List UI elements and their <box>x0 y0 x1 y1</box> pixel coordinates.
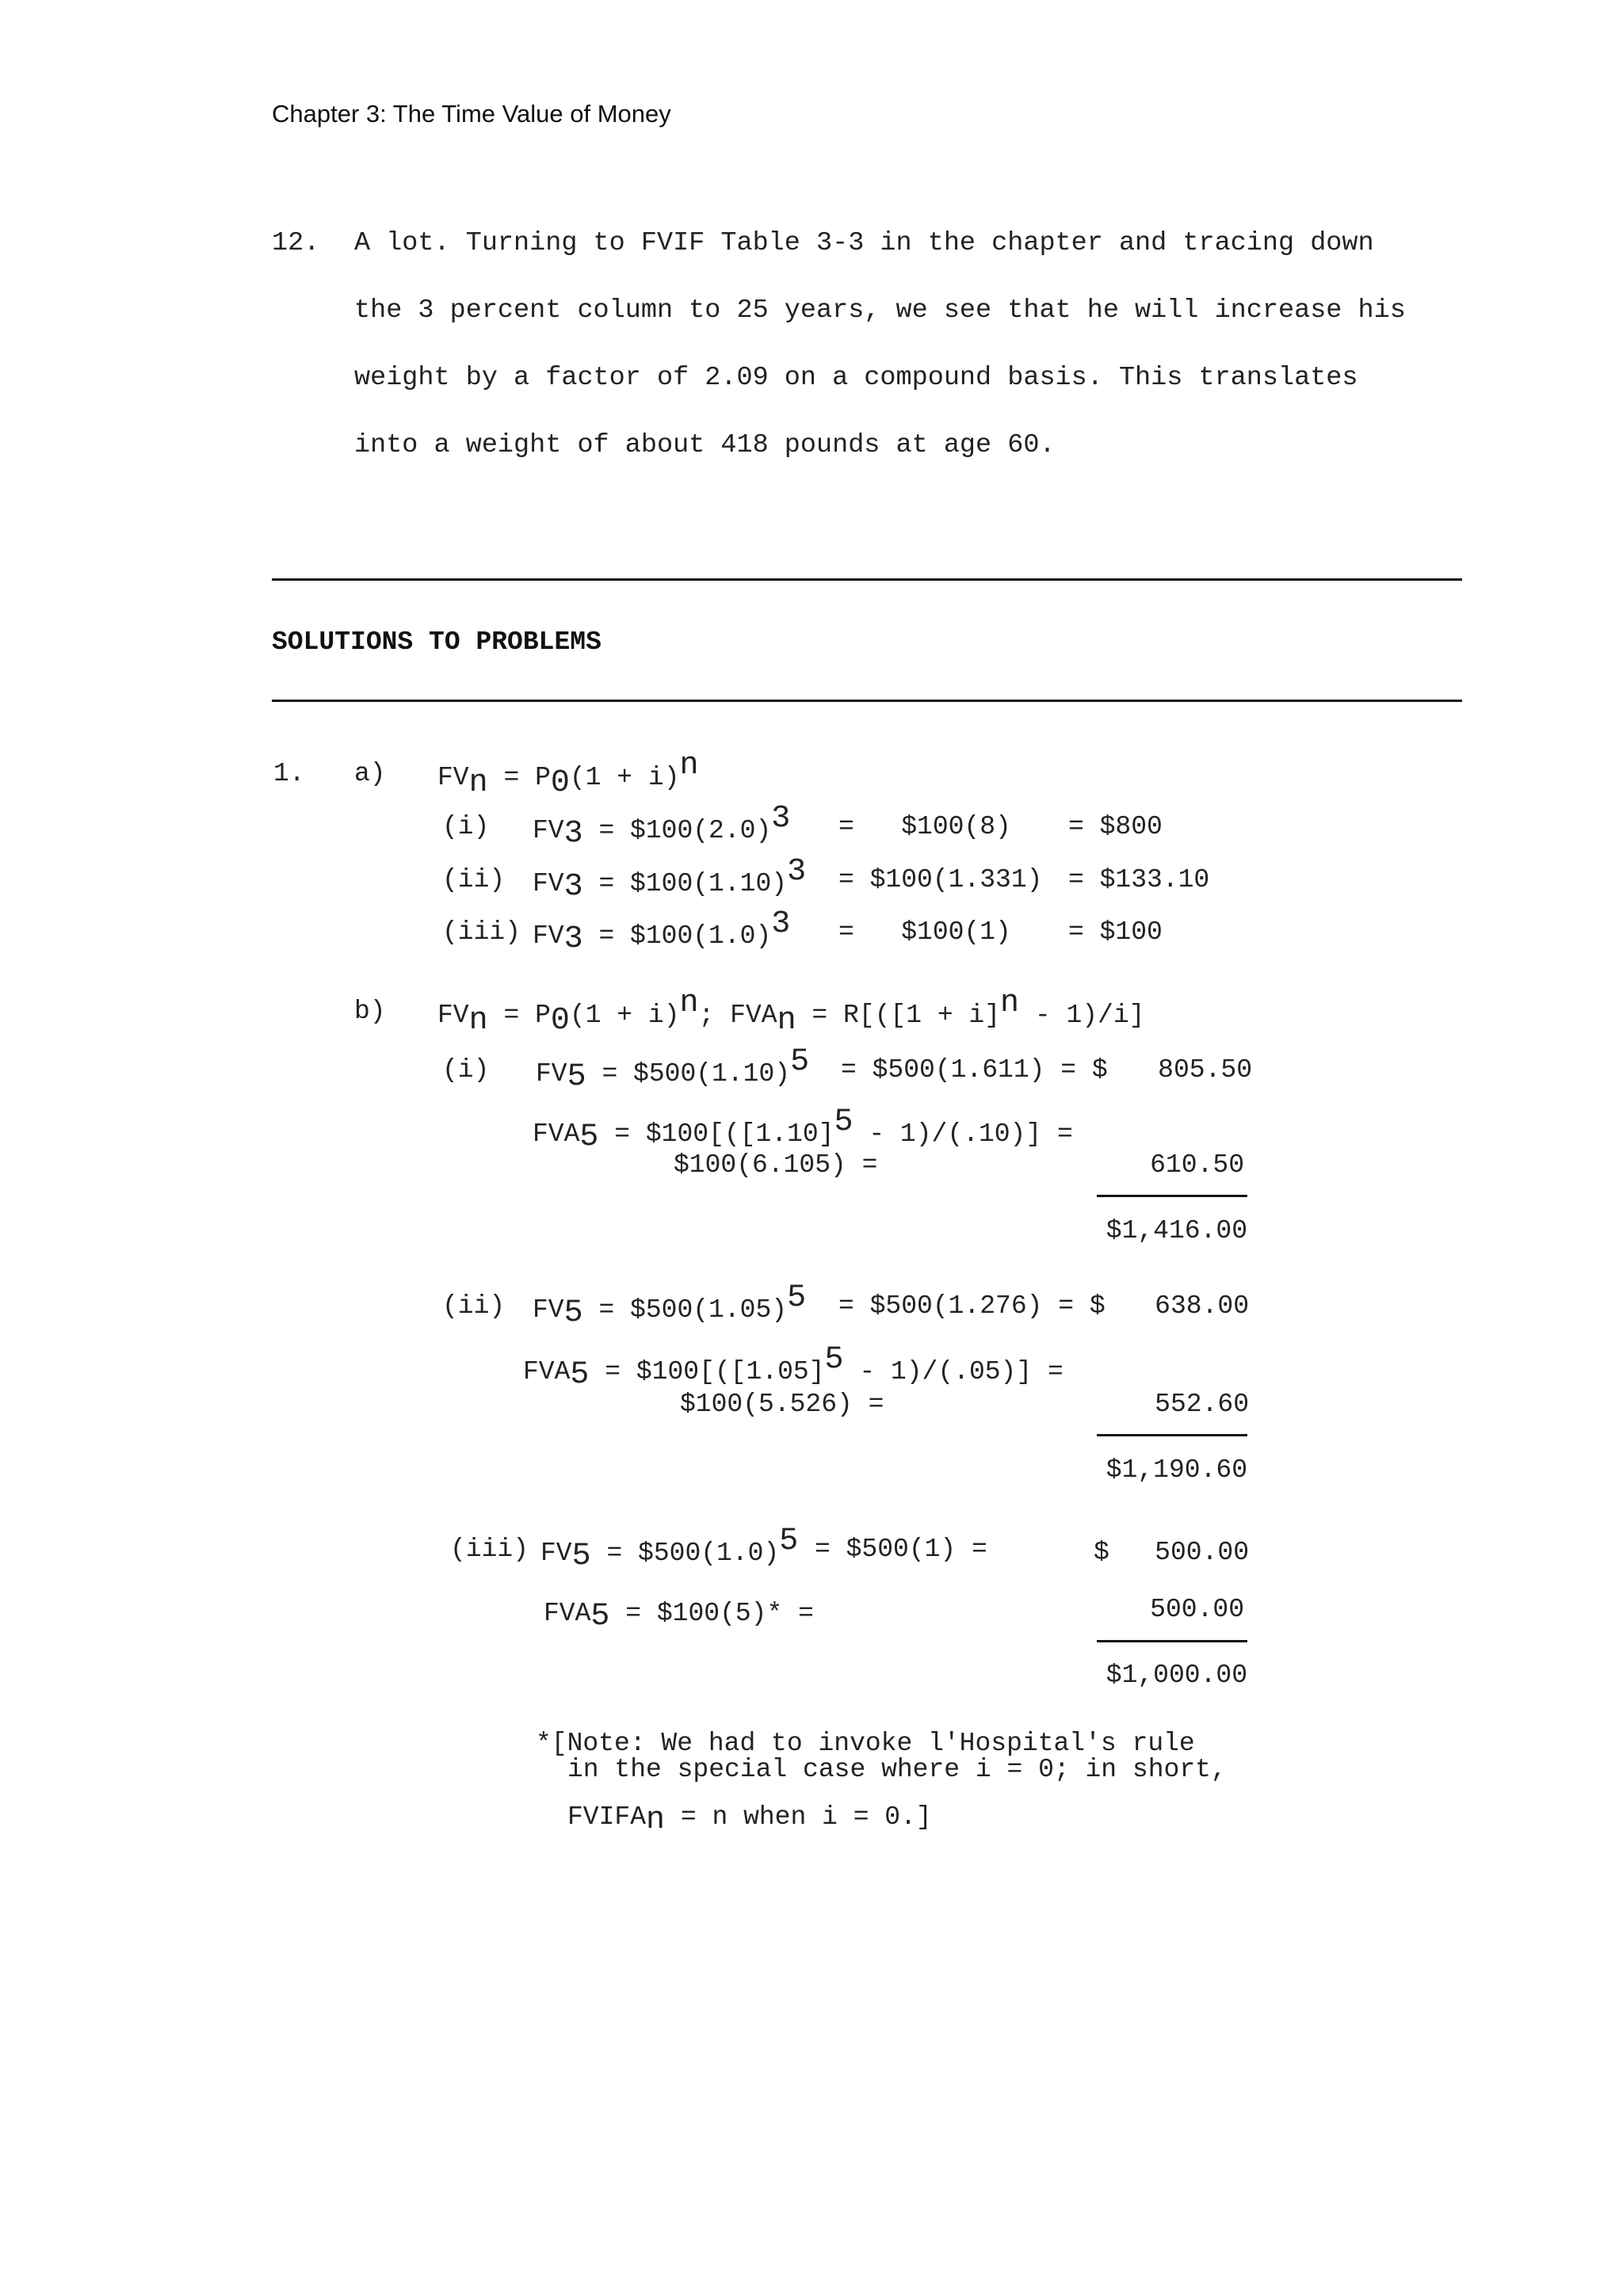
amount: 805.50 <box>1158 1055 1252 1085</box>
calculation-mid: = $100(8) <box>838 812 1011 841</box>
note-line: in the special case where i = 0; in short, <box>567 1755 1227 1784</box>
amount: 500.00 <box>1150 1595 1244 1624</box>
total: $1,190.60 <box>1106 1455 1247 1485</box>
section-title: SOLUTIONS TO PROBLEMS <box>272 627 601 657</box>
sum-rule <box>1097 1640 1247 1642</box>
section-rule-bottom <box>272 700 1462 702</box>
calculation-result: = $800 <box>1068 812 1163 841</box>
total: $1,000.00 <box>1106 1661 1247 1690</box>
answer-line: A lot. Turning to FVIF Table 3-3 in the chapter and tracing down <box>354 228 1374 258</box>
calculation: FV5 = $500(1.0)5 <box>540 1524 799 1574</box>
note-line: FVIFAn = n when i = 0.] <box>567 1802 932 1838</box>
answer-line: weight by a factor of 2.09 on a compound basis. This translates <box>354 363 1358 393</box>
annuity-calculation-cont: $100(6.105) = <box>674 1150 878 1180</box>
calculation-mid: = $500(1.276) = $ <box>838 1291 1106 1321</box>
calculation-result: = $100 <box>1068 917 1163 947</box>
annuity-calculation: FVA5 = $100(5)* = <box>544 1599 814 1634</box>
note-line: *[Note: We had to invoke l'Hospital's rule <box>536 1729 1195 1758</box>
answer-line: the 3 percent column to 25 years, we see that he will increase his <box>354 296 1406 326</box>
question-number: 12. <box>272 228 320 258</box>
row-label: (i) <box>442 1055 490 1085</box>
annuity-formula: FVn = P0(1 + i)n; FVAn = R[([1 + i]n - 1)/i] <box>437 986 1145 1039</box>
calculation: FV3 = $100(1.10)3 <box>533 854 807 905</box>
annuity-calculation-cont: $100(5.526) = <box>680 1390 884 1419</box>
amount: 500.00 <box>1155 1538 1249 1567</box>
calculation-result: = $133.10 <box>1068 865 1210 894</box>
chapter-header: Chapter 3: The Time Value of Money <box>272 100 671 128</box>
row-label: (iii) <box>442 917 521 947</box>
row-label: (iii) <box>450 1535 529 1564</box>
part-label: b) <box>354 997 386 1026</box>
calculation-mid: = $500(1.611) = $ <box>841 1055 1108 1085</box>
total: $1,416.00 <box>1106 1216 1247 1245</box>
dollar-sign: $ <box>1094 1538 1109 1567</box>
part-label: a) <box>354 759 386 788</box>
annuity-calculation: FVA5 = $100[([1.05]5 - 1)/(.05)] = <box>523 1342 1064 1393</box>
calculation: FV3 = $100(2.0)3 <box>533 801 791 852</box>
calculation: FV5 = $500(1.05)5 <box>533 1280 807 1331</box>
amount: 638.00 <box>1155 1291 1249 1321</box>
sum-rule <box>1097 1195 1247 1197</box>
row-label: (ii) <box>442 1291 506 1321</box>
row-label: (i) <box>442 812 490 841</box>
future-value-formula: FVn = P0(1 + i)n <box>437 748 699 801</box>
row-label: (ii) <box>442 865 506 894</box>
problem-number: 1. <box>273 759 305 788</box>
calculation: FV5 = $500(1.10)5 <box>536 1044 810 1095</box>
annuity-calculation: FVA5 = $100[([1.10]5 - 1)/(.10)] = <box>533 1104 1073 1155</box>
amount: 610.50 <box>1150 1150 1244 1180</box>
section-rule-top <box>272 578 1462 581</box>
calculation: FV3 = $100(1.0)3 <box>533 906 791 957</box>
amount: 552.60 <box>1155 1390 1249 1419</box>
calculation-mid: = $100(1.331) <box>838 865 1043 894</box>
calculation-mid: = $100(1) <box>838 917 1011 947</box>
sum-rule <box>1097 1434 1247 1436</box>
answer-line: into a weight of about 418 pounds at age 60. <box>354 430 1056 460</box>
calculation-mid: = $500(1) = <box>815 1535 987 1564</box>
